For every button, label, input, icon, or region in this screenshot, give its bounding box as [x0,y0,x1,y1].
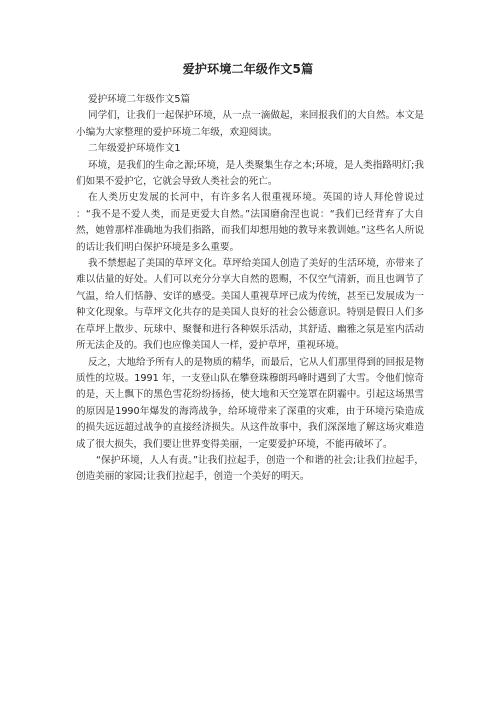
body-paragraph: 我不禁想起了美国的草坪文化。草坪给美国人创造了美好的生活环境，亦带来了难以估量的好处。人们可以充分分享大自然的恩赐，不仅空气清新，而且也调节了气温，给人们恬静、安详的感受。美国人重视草坪已成为传统，甚至已发展成为一种文化现象。与草坪文化共存的是美国人良好的社会公德意识。特别是假日人们多在草坪上散步、玩球中、聚餐和进行各种娱乐活动，其舒适、幽雅之氛是室内活动所无法企及的。我们也应像美国人一样，爱护草坪，重视环境。 [76,258,424,352]
document-title: 爱护环境二年级作文5篇 [182,62,314,76]
body-paragraph: 在人类历史发展的长河中，有许多名人很重视环境。英国的诗人拜伦曾说过 ：“我不是不爱人类，而是更爱大自然。”法国磨俞涅也说：“我们已经背弃了大自然，她曾那样准确地为我们指路，而我们却想用她的教导来教训她。”这些名人所说的话让我们明白保护环境是多么重要。 [76,192,424,253]
body-paragraph: 反之，大地给予所有人的是物质的精华，而最后，它从人们那里得到的回报是物质性的垃圾。1991 年，一支登山队在攀登珠穆朗玛峰时遇到了大雪。令他们惊奇的是，天上飘下的黑色雪花纷纷扬扬，使大地和天空笼罩在阴霾中。引起这场黑雪的原因是1990年爆发的海湾战争，给环境带来了深重的灾难，由于环境污染造成的损失远远超过战争的直接经济损失。从这件故事中，我们深深地了解这场灾难造成了很大损失，我们要让世界变得美丽，一定要爱护环境，不能再破坏了。 [76,356,424,450]
intro-paragraph: 同学们，让我们一起保护环境，从一点一滴做起，来回报我们的大自然。本文是小编为大家整理的爱护环境二年级，欢迎阅读。 [76,110,424,138]
section-heading: 二年级爱护环境作文1 [88,143,181,155]
body-paragraph: 环境，是我们的生命之源;环境，是人类聚集生存之本;环境，是人类指路明灯;我们如果不爱护它，它就会导致人类社会的死亡。 [76,159,424,188]
document-body [76,92,424,486]
subtitle-paragraph: 爱护环境二年级作文5篇 [88,94,191,105]
closing-paragraph: “保护环境，人人有责。”让我们拉起手，创造一个和谐的社会;让我们拉起手，创造美丽的家园;让我们拉起手，创造一个美好的明天。 [76,454,424,483]
